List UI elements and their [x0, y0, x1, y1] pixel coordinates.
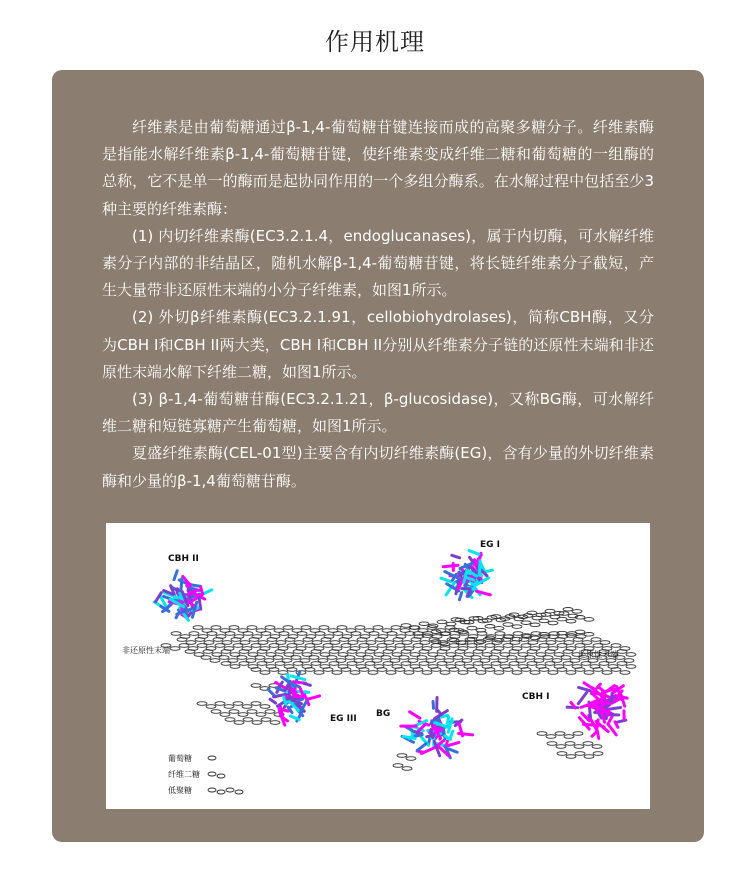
- legend-oligosaccharide-icon: [208, 788, 243, 794]
- label-cbh2: CBH II: [168, 554, 199, 564]
- label-nonreducing-end: 非还原性末端: [122, 646, 170, 655]
- cellulose-chains: [161, 608, 636, 675]
- bg-enzyme: [401, 697, 473, 757]
- paragraph-cellobiohydrolase: (2) 外切β纤维素酶(EC3.2.1.91，cellobiohydrolases)，简称CBH酶，又分为CBH I和CBH II两大类，CBH I和CBH II分别从纤维素分子链的还原性末端和非还原性末端水解下纤维二糖，如图1所示。: [102, 308, 654, 381]
- legend-cellobiose-icon: [208, 772, 225, 778]
- diagram-svg: [106, 523, 650, 809]
- cbh1-enzyme: [567, 683, 627, 739]
- paragraph-endoglucanase: (1) 内切纤维素酶(EC3.2.1.4，endoglucanases)，属于内切酶，可水解纤维素分子内部的非结晶区，随机水解β-1,4-葡萄糖苷键，将长链纤维素分子截短，产生大量带非还原性末端的小分子纤维素，如图1所示。: [102, 226, 654, 300]
- paragraph-intro: 纤维素是由葡萄糖通过β-1,4-葡萄糖苷键连接而成的高聚多糖分子。纤维素酶是指能水解纤维素β-1,4-葡萄糖苷键，使纤维素变成纤维二糖和葡萄糖的一组酶的总称，它不是单一的酶而是起协同作用的一个多组分酶系。在水解过程中包括至少3种主要的纤维素酶：: [102, 118, 654, 218]
- paragraph-product: 夏盛纤维素酶(CEL-01型)主要含有内切纤维素酶(EG)，含有少量的外切纤维素酶和少量的β-1,4葡萄糖苷酶。: [102, 444, 654, 490]
- legend-oligosaccharide-label: 低聚糖: [168, 786, 192, 795]
- legend-glucose-icon: [208, 756, 216, 760]
- label-eg1: EG I: [480, 540, 501, 550]
- legend-glucose-label: 葡萄糖: [168, 754, 192, 763]
- enzyme-mechanism-diagram: [106, 523, 650, 809]
- label-reducing-end: 还原性末端: [578, 650, 618, 659]
- cbh2-enzyme: [154, 571, 211, 621]
- eg3-enzyme: [268, 672, 319, 725]
- label-bg: BG: [376, 709, 391, 719]
- mechanism-panel: [52, 70, 704, 842]
- legend: [168, 753, 243, 795]
- label-eg3: EG III: [330, 714, 357, 724]
- description-text: [102, 114, 654, 495]
- eg1-enzyme: [441, 551, 492, 600]
- paragraph-glucosidase: (3) β-1,4-葡萄糖苷酶(EC3.2.1.21，β-glucosidase)，又称BG酶，可水解纤维二糖和短链寡糖产生葡萄糖，如图1所示。: [102, 390, 654, 436]
- legend-cellobiose-label: 纤维二糖: [168, 770, 200, 779]
- enzyme-structures: [154, 551, 627, 758]
- label-cbh1: CBH I: [522, 692, 550, 702]
- page-title: 作用机理: [325, 28, 425, 56]
